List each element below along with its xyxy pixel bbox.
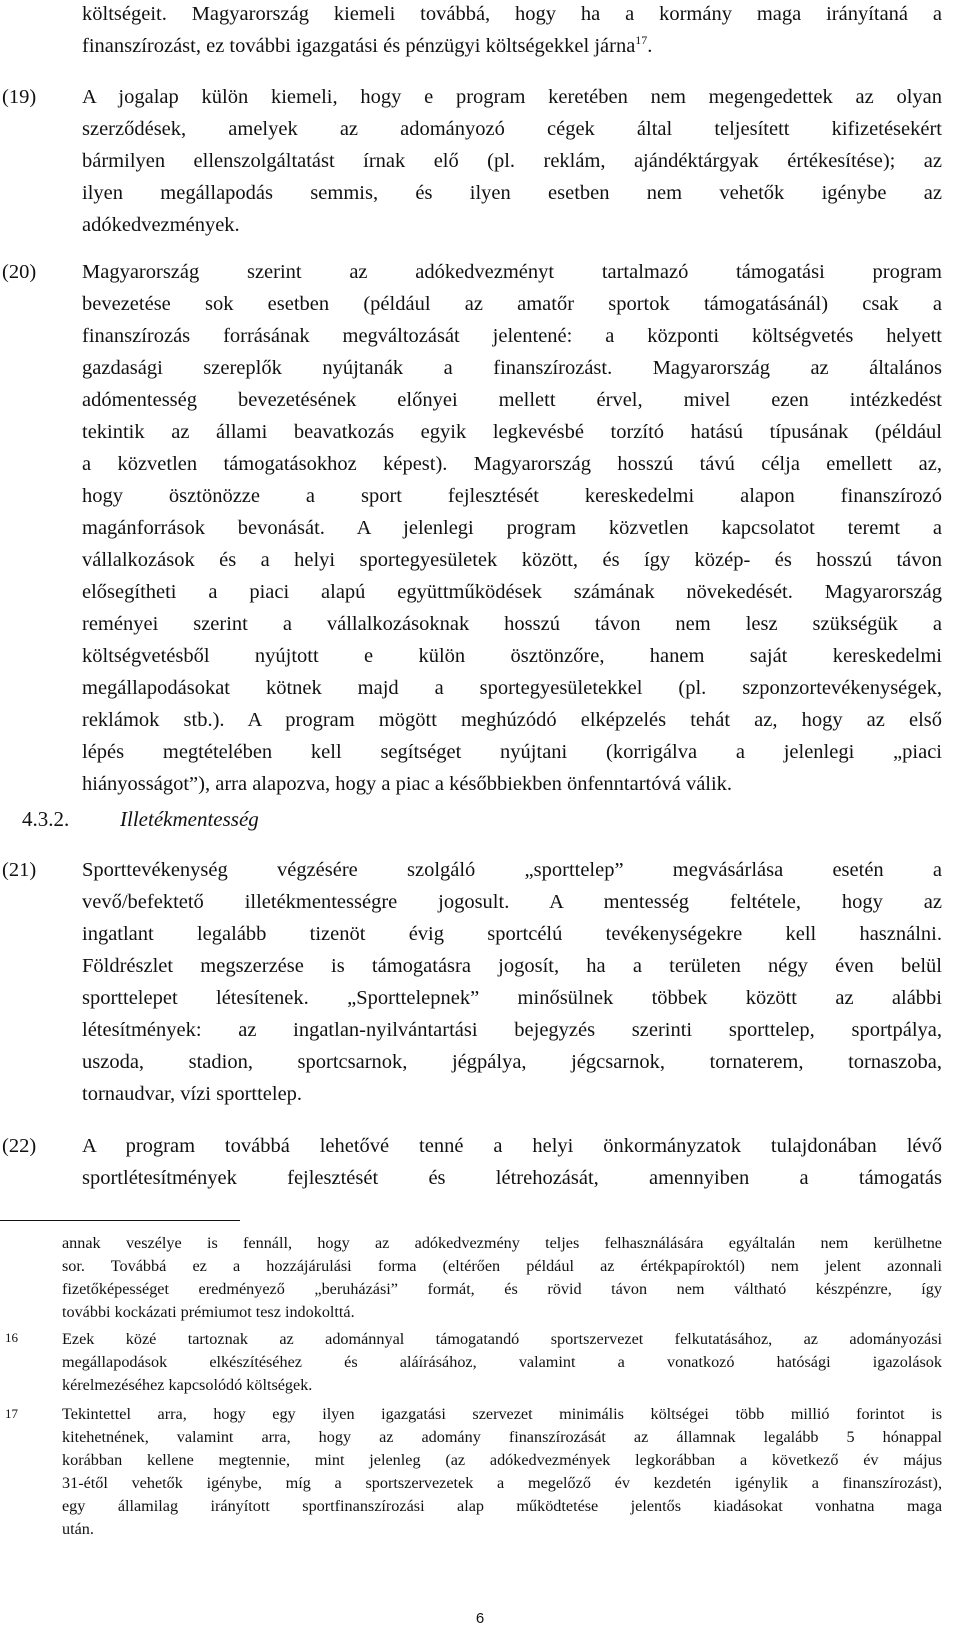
footnote-text: kérelmezéséhez kapcsolódó költségek. [62,1376,313,1394]
paragraph-text: bevezetése sok esetben (például az amatőr sportok támogatásánál) csak a [82,293,942,315]
paragraph-number: (19) [2,86,37,108]
paragraph-text: szerződések, amelyek az adományozó cégek által teljesített kifizetésekért [82,118,942,140]
paragraph-text: létesítmények: az ingatlan-nyilvántartási bejegyzés szerinti sporttelep, sportpálya, [82,1019,942,1041]
paragraph-text: költségvetésből nyújtott e külön ösztönzőre, hanem saját kereskedelmi [82,645,942,667]
footnote-text: kitehetnének, valamint arra, hogy az adomány finanszírozását az államnak legalább 5 hónappal [62,1428,942,1446]
paragraph-text: hogy ösztönözze a sport fejlesztését kereskedelmi alapon finanszírozó [82,485,942,507]
paragraph-number: (21) [2,859,37,881]
footnote-text: Tekintettel arra, hogy egy ilyen igazgatási szervezet minimális költségei több millió forintot is [62,1405,942,1423]
section-title: Illetékmentesség [120,807,259,831]
paragraph-text: ingatlant legalább tizenöt évig sportcélú tevékenységekre kell használni. [82,923,942,945]
footnote-text: egy államilag irányított sportfinanszírozási alap működtetése jelentős kiadásokat vonhatna maga [62,1497,942,1515]
footnote-text: további kockázati prémiumot tesz indokolttá. [62,1303,355,1321]
footnote-text: után. [62,1520,94,1538]
paragraph-text: vevő/befektető illetékmentességre jogosult. A mentesség feltétele, hogy az [82,891,942,913]
paragraph-number: (20) [2,261,37,283]
section-number: 4.3.2. [22,807,70,831]
paragraph-text: reményei szerint a vállalkozásoknak hosszú távon nem lesz szükségük a [82,613,942,635]
footnote-text: annak veszélye is fennáll, hogy az adókedvezmény teljes felhasználására egyáltalán nem kerülhetne [62,1234,942,1252]
paragraph-text: uszoda, stadion, sportcsarnok, jégpálya, jégcsarnok, tornaterem, tornaszoba, [82,1051,942,1073]
paragraph-text: A jogalap külön kiemeli, hogy e program keretében nem megengedettek az olyan [82,86,942,108]
paragraph-text: A program továbbá lehetővé tenné a helyi önkormányzatok tulajdonában lévő [82,1135,942,1157]
continuation-end: . [647,35,653,57]
paragraph-number: (22) [2,1135,37,1157]
continuation-line-1: költségeit. Magyarország kiemeli továbbá, hogy ha a kormány maga irányítaná a [82,3,942,25]
paragraph-text: finanszírozás forrásának megváltozását jelentené: a központi költségvetés helyett [82,325,942,347]
paragraph-text: megállapodásokat kötnek majd a sportegyesületekkel (pl. szponzortevékenységek, [82,677,942,699]
paragraph-text: a közvetlen támogatásokhoz képest). Magyarország hosszú távú célja emellett az, [82,453,942,475]
footnote-number: 17 [5,1406,18,1421]
continuation-line-2 [82,30,652,63]
paragraph-text: adókedvezmények. [82,214,240,236]
footnote-separator [0,1220,240,1221]
paragraph-text: tornaudvar, vízi sporttelep. [82,1083,303,1105]
footnote-text: 31-étől vehetők igénybe, míg a sportszervezetek a megelőző év kezdetén igénylik a finanszírozást), [62,1474,942,1492]
paragraph-text: lépés megtételében kell segítséget nyújtani (korrigálva a jelenlegi „piaci [82,741,942,763]
paragraph-text: reklámok stb.). A program mögött meghúzódó elképzelés tehát az, hogy az első [82,709,942,731]
footnote-text: Ezek közé tartoznak az adománnyal támogatandó sportszervezet felkutatásához, az adományozási [62,1330,942,1348]
paragraph-text: vállalkozások és a helyi sportegyesületek között, és így közép- és hosszú távon [82,549,942,571]
footnote-text: megállapodások elkészítéséhez és aláírásához, valamint a vonatkozó hatósági igazolások [62,1353,942,1371]
continuation-text: finanszírozást, ez további igazgatási és pénzügyi költségekkel járna [82,35,636,57]
page-number: 6 [475,1610,485,1627]
footnote-ref: 17 [635,33,648,48]
paragraph-text: Földrészlet megszerzése is támogatásra jogosít, ha a területen négy éven belül [82,955,942,977]
paragraph-text: hiányosságot”), arra alapozva, hogy a piac a későbbiekben önfenntartóvá válik. [82,773,733,795]
footnote-number: 16 [5,1330,18,1345]
paragraph-text: ilyen megállapodás semmis, és ilyen esetben nem vehetők igénybe az [82,182,942,204]
footnote-text: fizetőképességet eredményező „beruházási” formát, és rövid távon nem váltható készpénzre, így [62,1280,942,1298]
footnote-text: korábban kellene megtennie, mint jelenleg (az adókedvezmények legkorábban a következő év május [62,1451,942,1469]
paragraph-text: bármilyen ellenszolgáltatást írnak elő (pl. reklám, ajándéktárgyak értékesítése); az [82,150,942,172]
paragraph-text: sporttelepet létesítenek. „Sporttelepnek” minősülnek többek között az alábbi [82,987,942,1009]
paragraph-text: adómentesség bevezetésének előnyei mellett érvel, mivel ezen intézkedést [82,389,942,411]
paragraph-text: magánforrások bevonását. A jelenlegi program közvetlen kapcsolatot teremt a [82,517,942,539]
paragraph-text: tekintik az állami beavatkozás egyik legkevésbé torzító hatású típusának (például [82,421,942,443]
paragraph-text: elősegítheti a piaci alapú együttműködések számának növekedését. Magyarország [82,581,942,603]
footnote-text: sor. Továbbá ez a hozzájárulási forma (eltérően például az értékpapíroktól) nem jelent azonnali [62,1257,942,1275]
paragraph-text: Magyarország szerint az adókedvezményt tartalmazó támogatási program [82,261,942,283]
paragraph-text: gazdasági szereplők nyújtanák a finanszírozást. Magyarország az általános [82,357,942,379]
paragraph-text: Sporttevékenység végzésére szolgáló „sporttelep” megvásárlása esetén a [82,859,942,881]
paragraph-text: sportlétesítmények fejlesztését és létrehozását, amennyiben a támogatás [82,1167,942,1189]
